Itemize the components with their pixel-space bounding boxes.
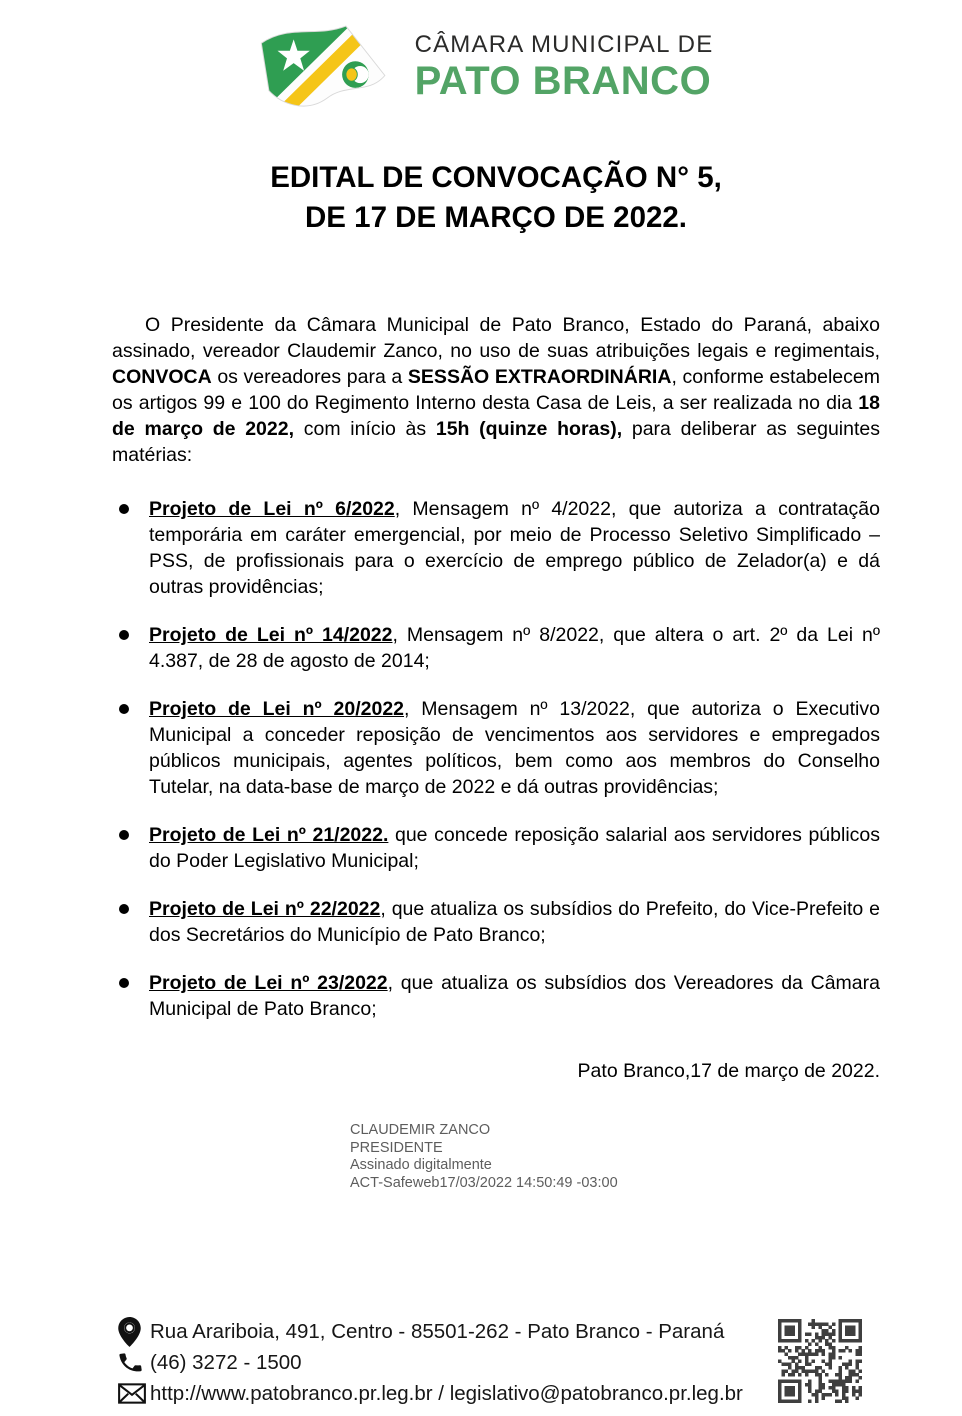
agenda-item-text: , Mensagem nº 8/2022, que altera o art. 2º da Lei nº 4.387, de 28 de agosto de 2014;: [149, 624, 881, 672]
web-row: [118, 1379, 743, 1408]
bullet-icon: [119, 630, 129, 640]
agenda-item: [112, 896, 880, 948]
bullet-icon: [119, 704, 129, 714]
document-title-line1: EDITAL DE CONVOCAÇÃO N° 5,: [270, 161, 722, 194]
org-name-line1: CÂMARA MUNICIPAL DE: [414, 30, 714, 58]
intro-paragraph: O Presidente da Câmara Municipal de Pato Branco, Estado do Paraná, abaixo assinado, vereador Claudemir Zanco, no uso de suas atribuições legais e regimentais, CONVOCA os vereadores para a SESSÃO EXTRAORDINÁRIA, conforme estabelecem os artigos 99 e 100 do Regimento Interno desta Casa de Leis, a ser realizada no dia 18 de março de 2022, com início às 15h (quinze horas), para deliberar as seguintes matérias:: [112, 314, 880, 466]
document-header: [0, 0, 962, 118]
qr-code: [778, 1319, 862, 1403]
agenda-item: [112, 970, 880, 1022]
bullet-icon: [119, 830, 129, 840]
bullet-icon: [119, 978, 129, 988]
agenda-item-text: , Mensagem nº 4/2022, que autoriza a contratação temporária em caráter emergencial, por meio de Processo Seletivo Simplificado – PSS, de profissionais para o exercício de emprego público de Zelador(a) e dá outras providências;: [149, 498, 881, 598]
phone-text: (46) 3272 - 1500: [150, 1350, 302, 1374]
agenda-item-title: Projeto de Lei nº 14/2022: [149, 624, 393, 646]
signature-certificate: ACT-Safeweb17/03/2022 14:50:49 -03:00: [350, 1174, 618, 1191]
pato-branco-flag-icon: [249, 14, 401, 118]
address-row: [118, 1317, 743, 1346]
document-title-line2: DE 17 DE MARÇO DE 2022.: [305, 201, 687, 234]
agenda-item-title: Projeto de Lei nº 21/2022.: [149, 824, 389, 846]
agenda-item-title: Projeto de Lei nº 6/2022: [149, 498, 395, 520]
document-body: [112, 312, 880, 1192]
agenda-item-title: Projeto de Lei nº 22/2022: [149, 898, 381, 920]
agenda-item: [112, 696, 880, 800]
contact-block: [118, 1317, 743, 1408]
agenda-list: [112, 496, 880, 1022]
web-text: http://www.patobranco.pr.leg.br / legislativo@patobranco.pr.leg.br: [150, 1381, 743, 1405]
agenda-item: [112, 496, 880, 600]
agenda-item-text: , Mensagem nº 13/2022, que autoriza o Executivo Municipal a conceder reposição de vencimentos aos servidores e empregados públicos municipais, agentes políticos, bem como aos membros do Conselho Tutelar, na data-base de março de 2022 e dá outras providências;: [149, 698, 880, 798]
date-line: Pato Branco,17 de março de 2022.: [577, 1060, 880, 1082]
agenda-item-title: Projeto de Lei nº 23/2022: [149, 972, 388, 994]
bullet-icon: [119, 504, 129, 514]
document-title: [112, 158, 880, 238]
signature-name: CLAUDEMIR ZANCO: [350, 1122, 491, 1138]
signature-method: Assinado digitalmente: [350, 1157, 492, 1173]
address-text: Rua Arariboia, 491, Centro - 85501-262 - Pato Branco - Paraná: [150, 1319, 725, 1343]
document-footer: [118, 1317, 862, 1408]
agenda-item-title: Projeto de Lei nº 20/2022: [149, 698, 405, 720]
bullet-icon: [119, 904, 129, 914]
signature-block: [350, 1122, 880, 1192]
phone-icon: [118, 1351, 150, 1375]
envelope-icon: [118, 1383, 150, 1404]
org-name: [415, 31, 714, 102]
agenda-item-text: , que atualiza os subsídios dos Vereadores da Câmara Municipal de Pato Branco;: [149, 972, 880, 1020]
agenda-item: [112, 822, 880, 874]
location-pin-icon: [118, 1317, 150, 1347]
agenda-item-text: , que atualiza os subsídios do Prefeito, do Vice-Prefeito e dos Secretários do Município de Pato Branco;: [149, 898, 881, 946]
phone-row: [118, 1348, 743, 1377]
signature-role: PRESIDENTE: [350, 1139, 443, 1156]
org-name-line2: PATO BRANCO: [414, 58, 712, 103]
agenda-item: [112, 622, 880, 674]
agenda-item-text: que concede reposição salarial aos servidores públicos do Poder Legislativo Municipal;: [149, 824, 880, 872]
